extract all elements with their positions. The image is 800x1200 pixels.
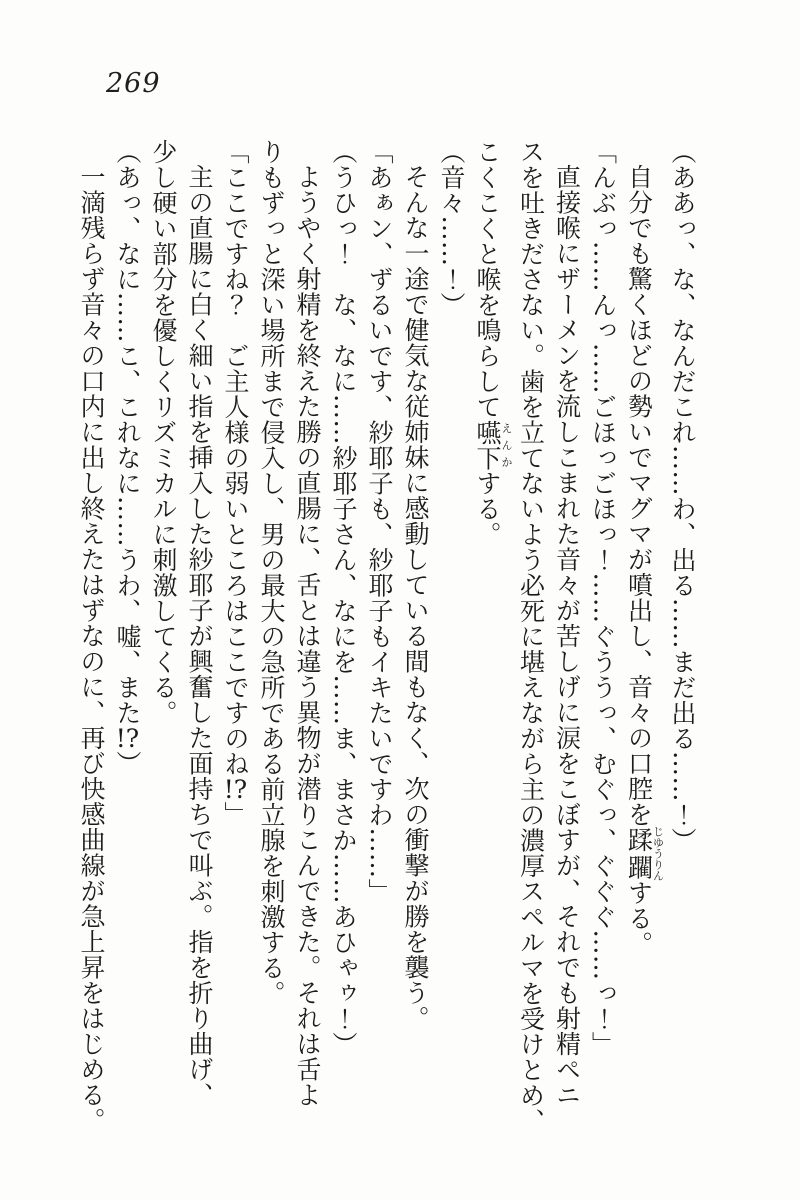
furigana-base: 嚥下 — [473, 419, 502, 471]
paragraph-line: ようやく射精を終えた勝の直腸に、舌とは違う異物が潜りこんできた。それは舌よ — [293, 164, 322, 1108]
paragraph-line: （ああっ、な、なんだこれ……わ、出る……まだ出る……！） — [668, 139, 697, 853]
page-number: 269 — [106, 68, 161, 99]
line-text: ） — [113, 750, 142, 776]
line-text: 「ここですね？ ご主人様の弱いところはここですのね — [221, 139, 250, 777]
line-text: する。 — [624, 880, 654, 957]
furigana-word — [473, 419, 513, 471]
paragraph-line: （音々……！） — [437, 139, 466, 318]
paragraph-line — [217, 139, 253, 1119]
tate-chu-yoko: !? — [223, 776, 248, 802]
paragraph-line: スを吐きださない。歯を立てないよう必死に堪えながら主の濃厚スペルマを受けとめ、 — [516, 139, 546, 1134]
paragraph-line — [469, 139, 513, 1119]
tate-chu-yoko: !? — [115, 725, 140, 751]
paragraph-line: 一滴残らず音々の口内に出し終えたはずなのに、再び快感曲線が急上昇をはじめる。 — [77, 164, 106, 1133]
paragraph-line: りもずっと深い場所まで侵入し、男の最大の急所である前立腺を刺激する。 — [257, 139, 286, 1006]
furigana-reading: えんか — [500, 419, 513, 471]
furigana-base: 蹂躙 — [624, 826, 654, 881]
paragraph-line: そんな一途で健気な従姉妹に感動している間もなく、次の衝撃が勝を襲う。 — [401, 164, 430, 1031]
line-text: 」 — [221, 801, 250, 827]
paragraph-line — [109, 139, 145, 1119]
line-text: （あっ、なに……こ、これなに……うわ、嘘、また — [113, 139, 142, 726]
line-text: こくこくと喉を鳴らして — [473, 139, 502, 420]
paragraph-line: 「あぁン、ずるいです、紗耶子も、紗耶子もイキたいですわ……」 — [365, 139, 394, 904]
furigana-reading: じゆうりん — [651, 826, 665, 881]
furigana-word — [624, 826, 665, 881]
vertical-text-block — [73, 139, 700, 1134]
line-text: 自分でも驚くほどの勢いでマグマが噴出し、音々の口腔を — [624, 164, 654, 827]
paragraph-line: （うひっ！ な、なに……紗耶子さん、なにを……ま、まさか……あひゃゥ！） — [329, 139, 358, 1057]
paragraph-line: 「んぶっ……んっ……ごほっごほっ！……ぐううっ、むぐっ、ぐぐぐ……っ！」 — [588, 139, 618, 1057]
line-text: する。 — [473, 470, 502, 547]
paragraph-line — [621, 139, 665, 1119]
paragraph-line: 直接喉にザーメンを流しこまれた音々が苦しげに涙をこぼすが、それでも射精ペニ — [552, 164, 582, 1108]
paragraph-line: 少し硬い部分を優しくリズミカルに刺激してくる。 — [149, 139, 178, 726]
paragraph-line: 主の直腸に白く細い指を挿入した紗耶子が興奮した面持ちで叫ぶ。指を折り曲げ、 — [185, 164, 214, 1108]
